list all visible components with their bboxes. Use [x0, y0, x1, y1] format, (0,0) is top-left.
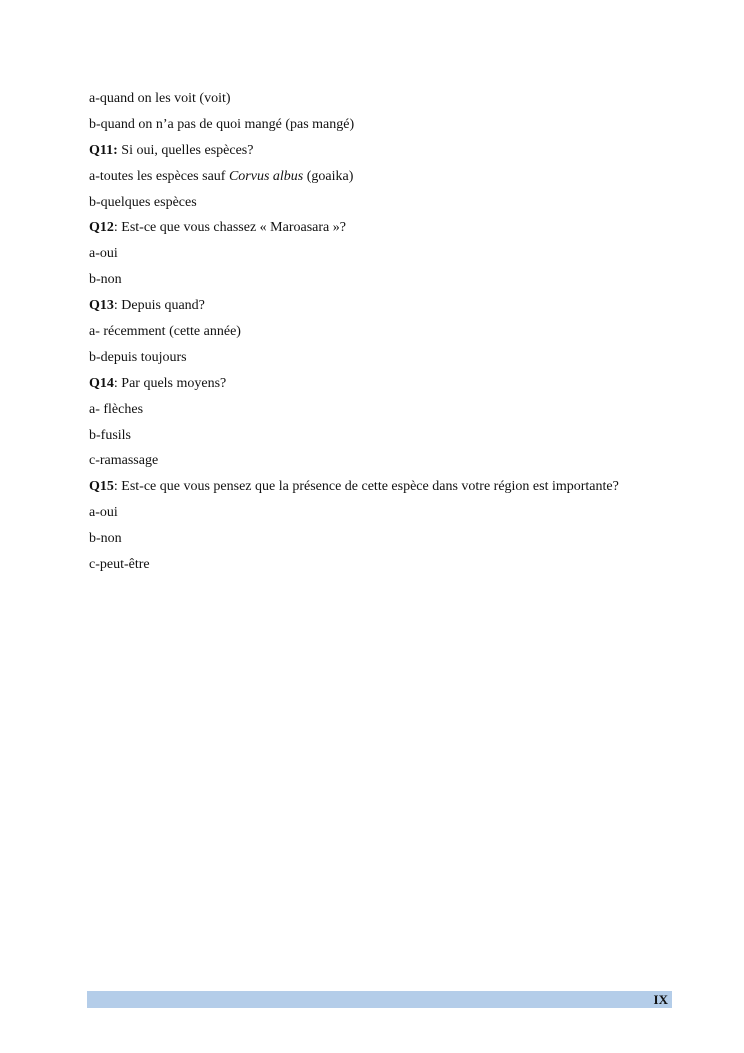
answer-text: b-non [89, 272, 122, 288]
answer-line [89, 112, 689, 138]
question-text: : Par quels moyens? [113, 375, 227, 391]
answer-line [89, 500, 689, 526]
footer-bar [87, 991, 672, 1008]
question-label: Q11: [89, 142, 118, 158]
answer-line [89, 164, 689, 190]
answer-text: b-non [89, 531, 122, 547]
answer-line [89, 319, 689, 345]
answer-text: c-peut-être [89, 557, 150, 573]
answer-text: a-toutes les espèces sauf [89, 168, 229, 184]
answer-line [89, 552, 689, 578]
answer-text: a-quand on les voit (voit) [89, 91, 231, 106]
answer-text: b-depuis toujours [89, 349, 187, 365]
question-label: Q12 [89, 220, 114, 236]
question-line-q13 [89, 293, 689, 319]
questionnaire-content [89, 86, 689, 578]
answer-text: b-fusils [89, 427, 131, 443]
answer-text: a- récemment (cette année) [89, 324, 241, 340]
question-text: : Est-ce que vous pensez que la présence de cette espèce dans votre région est importante? [113, 479, 619, 495]
answer-line [89, 267, 689, 293]
answer-line [89, 526, 689, 552]
answer-line [89, 86, 689, 112]
answer-text: c-ramassage [89, 453, 159, 469]
answer-text: a-oui [89, 246, 118, 262]
answer-text: a-oui [89, 505, 118, 521]
answer-text: b-quand on n’a pas de quoi mangé (pas mangé) [89, 116, 355, 132]
question-text: Si oui, quelles espèces? [117, 142, 254, 158]
answer-line [89, 448, 689, 474]
species-name: Corvus albus [228, 168, 304, 184]
question-line-q11 [89, 138, 689, 164]
question-line-q12 [89, 215, 689, 241]
question-text: : Est-ce que vous chassez « Maroasara »? [113, 220, 346, 236]
answer-line [89, 423, 689, 449]
answer-line [89, 241, 689, 267]
question-line-q15 [89, 474, 689, 500]
answer-text: a- flèches [89, 401, 144, 417]
answer-line [89, 190, 689, 216]
page-number: IX [653, 992, 668, 1007]
question-text: : Depuis quand? [113, 298, 205, 314]
question-label: Q14 [89, 375, 114, 391]
answer-line [89, 345, 689, 371]
answer-text: (goaika) [303, 168, 354, 184]
question-line-q14 [89, 371, 689, 397]
question-label: Q13 [89, 298, 114, 314]
answer-text: b-quelques espèces [89, 194, 197, 210]
question-label: Q15 [89, 479, 114, 495]
answer-line [89, 397, 689, 423]
